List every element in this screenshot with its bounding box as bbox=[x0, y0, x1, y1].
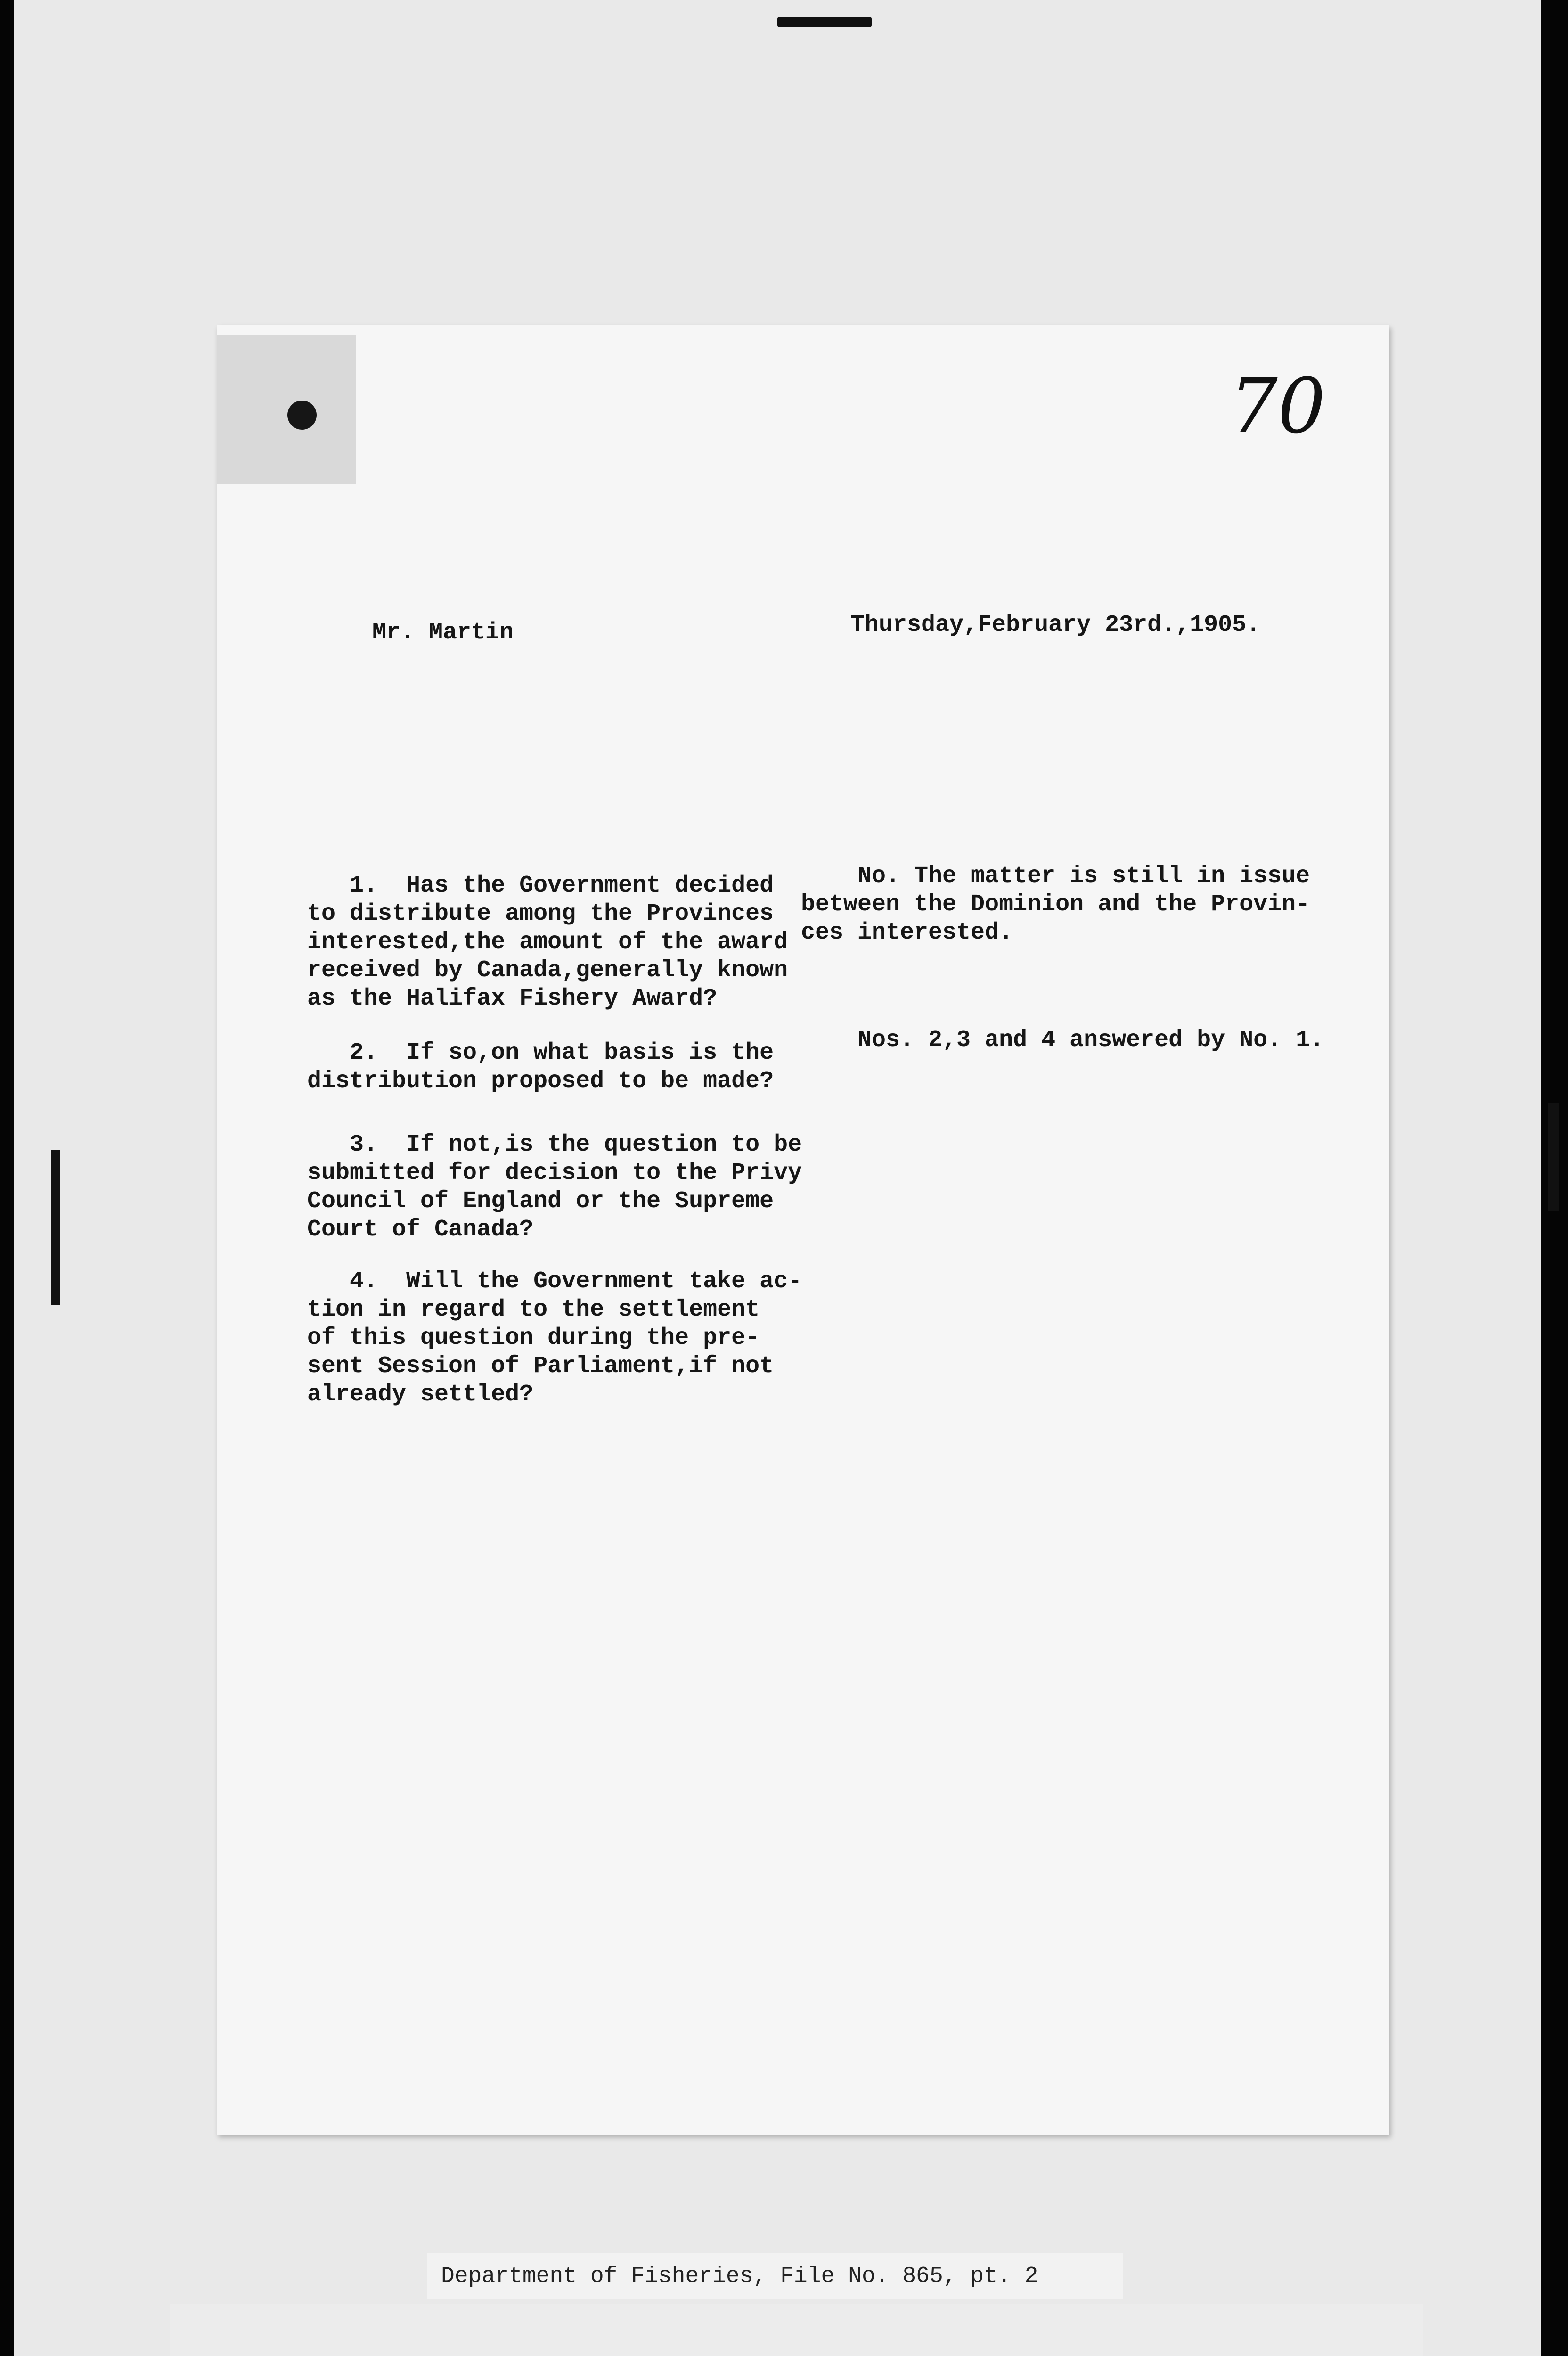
answer-1: No. The matter is still in issue between the Dominion and the Provin- ces interested. bbox=[801, 863, 1310, 946]
pinned-corner bbox=[217, 335, 356, 484]
document-date: Thursday,February 23rd.,1905. bbox=[850, 612, 1261, 638]
handwritten-page-number: 70 bbox=[1230, 362, 1326, 450]
question-3: 3. If not,is the question to be submitted for decision to the Privy Council of England or the Supreme Court of Canada? bbox=[307, 1131, 802, 1243]
pin-hole bbox=[287, 401, 317, 430]
question-4: 4. Will the Government take ac- tion in regard to the settlement of this question during the pre- sent Session of Parliament,if not already settled? bbox=[307, 1268, 802, 1408]
file-reference-label bbox=[427, 2253, 1123, 2299]
question-1: 1. Has the Government decided to distribute among the Provinces interested,the amount of the award received by Canada,generally known as the Halifax Fishery Award? bbox=[307, 872, 788, 1012]
answer-2: Nos. 2,3 and 4 answered by No. 1. bbox=[801, 1027, 1324, 1054]
film-edge-mark-left bbox=[51, 1150, 60, 1305]
film-registration-mark bbox=[777, 17, 872, 27]
film-edge-mark-right bbox=[1548, 1103, 1559, 1211]
addressee: Mr. Martin bbox=[372, 619, 514, 646]
question-2: 2. If so,on what basis is the distribution proposed to be made? bbox=[307, 1039, 774, 1095]
archives-stamp bbox=[170, 2304, 1423, 2356]
file-reference-text: Department of Fisheries, File No. 865, pt. 2 bbox=[441, 2264, 1038, 2289]
document-page bbox=[217, 325, 1389, 2135]
